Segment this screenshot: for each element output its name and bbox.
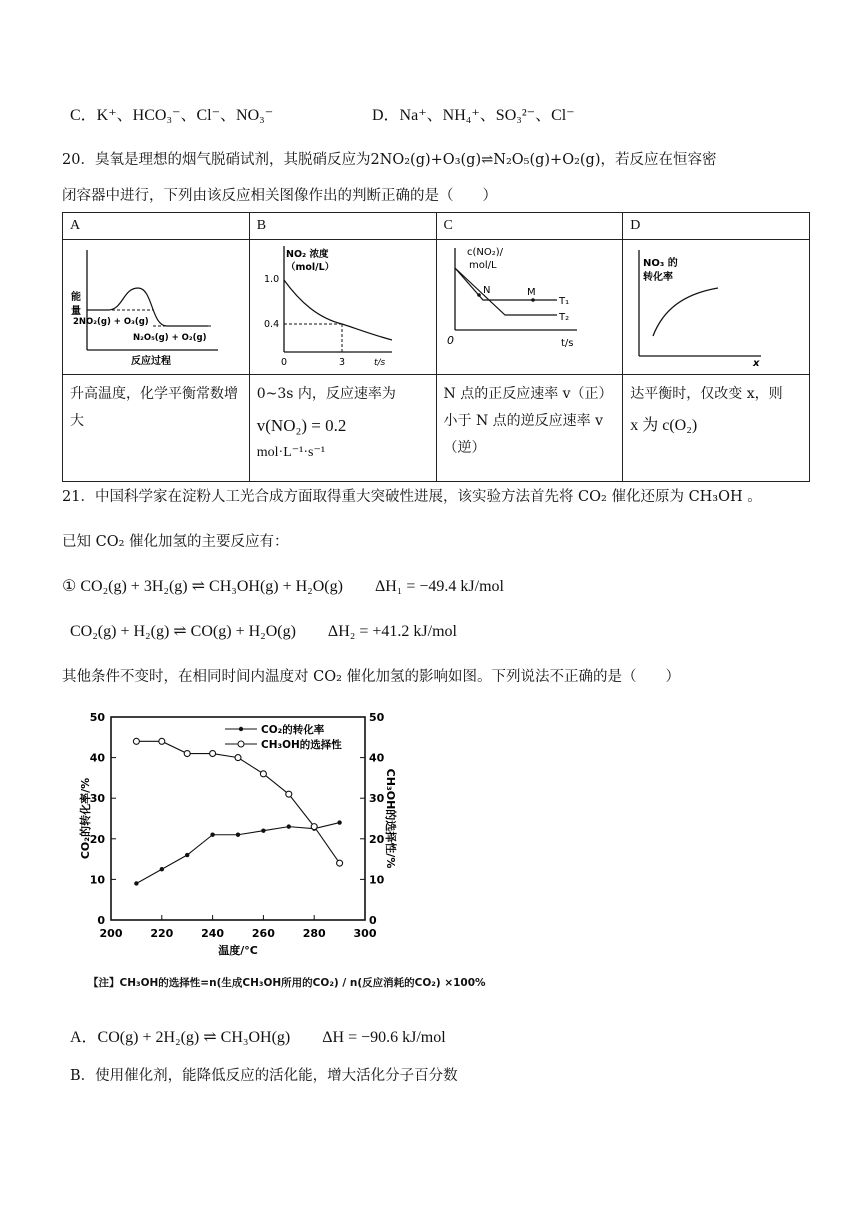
point-ch3oh-selectivity <box>337 860 343 866</box>
graph-d-xlabel: x <box>753 358 760 369</box>
y-tick-label-right: 0 <box>369 914 377 927</box>
graph-b-tick-1: 1.0 <box>263 274 279 285</box>
q20-option-d-line1: 达平衡时，仅改变 x，则 <box>630 386 783 402</box>
point-ch3oh-selectivity <box>210 751 216 757</box>
q21-stem-line3: 其他条件不变时，在相同时间内温度对 CO₂ 催化加氢的影响如图。下列说法不正确的是（ ） <box>62 669 681 685</box>
graph-c-curve-t2 <box>455 268 557 315</box>
q19-option-c: C．K⁺、HCO₃⁻、Cl⁻、NO₃⁻ <box>70 107 274 124</box>
graph-d-ylabel-2: 转化率 <box>643 272 674 283</box>
series-line-0 <box>136 823 339 884</box>
point-ch3oh-selectivity <box>311 824 317 830</box>
y-tick-label-left: 10 <box>89 873 105 887</box>
graph-c-point-m <box>531 298 535 302</box>
point-co2-conversion <box>261 828 265 832</box>
q20-options-table <box>62 212 810 482</box>
x-tick-label: 240 <box>201 927 225 940</box>
q20-option-c-text: N 点的正反应速率 v（正）小于 N 点的逆反应速率 v（逆） <box>436 375 623 482</box>
x-tick-label: 300 <box>353 927 377 940</box>
q20-stem-line1: 20．臭氧是理想的烟气脱硝试剂，其脱硝反应为2NO₂(g)+O₃(g)⇌N₂O₅(g)+O₂(g)，若反应在恒容密 <box>62 152 717 168</box>
q21-option-a: A．CO(g) + 2H₂(g) ⇌ CH₃OH(g) ΔH = −90.6 kJ/mol <box>70 1029 446 1046</box>
y-tick-label-right: 20 <box>369 832 385 846</box>
graph-c-point-n <box>477 293 481 297</box>
co2-hydrogenation-chart <box>75 702 395 972</box>
q19-option-d: D．Na⁺、NH₄⁺、SO₃²⁻、Cl⁻ <box>372 107 575 124</box>
point-co2-conversion <box>134 881 138 885</box>
x-tick-label: 220 <box>150 927 174 940</box>
y-tick-label-right: 30 <box>369 792 385 806</box>
point-ch3oh-selectivity <box>159 738 165 744</box>
graph-a-ylabel-2: 量 <box>71 306 81 317</box>
x-tick-label: 260 <box>251 927 275 940</box>
point-ch3oh-selectivity <box>286 791 292 797</box>
q20-option-a-text: 升高温度，化学平衡常数增大 <box>63 375 250 482</box>
y-tick-label-right: 40 <box>369 751 385 765</box>
graph-c-origin: 0 <box>446 334 454 347</box>
q20-option-b-line3: mol·L⁻¹·s⁻¹ <box>256 445 326 460</box>
y-tick-label-right: 10 <box>369 873 385 887</box>
q21-option-b: B．使用催化剂，能降低反应的活化能，增大活化分子百分数 <box>70 1068 458 1084</box>
graph-c-label-t2: T₂ <box>558 312 569 323</box>
x-tick-label: 200 <box>99 927 123 940</box>
q20-option-b-line2: v(NO₂) = 0.2 <box>256 416 347 435</box>
point-ch3oh-selectivity <box>260 771 266 777</box>
graph-b-tick-04: 0.4 <box>263 319 279 330</box>
q20-header-c: C <box>436 213 623 240</box>
graph-a-products: N₂O₅(g) + O₂(g) <box>133 333 207 343</box>
y-tick-label-left: 0 <box>97 914 105 927</box>
q20-header-a: A <box>63 213 250 240</box>
graph-c-label-m: M <box>526 287 536 298</box>
q20-option-b-text <box>249 375 436 482</box>
y-axis-label-left: CO₂的转化率/% <box>79 777 92 860</box>
graph-c-label-t1: T₁ <box>558 296 569 307</box>
q20-option-d-line2: x 为 c(O₂) <box>630 417 698 434</box>
graph-c-curve-t1 <box>455 268 557 300</box>
conversion-rate-graph <box>623 240 809 370</box>
graph-b-xunit: t/s <box>373 358 385 368</box>
legend-marker-hollow <box>238 741 244 747</box>
point-ch3oh-selectivity <box>184 751 190 757</box>
point-co2-conversion <box>287 824 291 828</box>
x-tick-label: 280 <box>302 927 326 940</box>
q21-stem-line2: 已知 CO₂ 催化加氢的主要反应有： <box>62 534 289 550</box>
y-tick-label-right: 50 <box>369 711 385 724</box>
q20-header-b: B <box>249 213 436 240</box>
chart-footnote: 【注】CH₃OH的选择性=n(生成CH₃OH所用的CO₂) / n(反应消耗的CO₂) ×100% <box>88 977 486 989</box>
point-co2-conversion <box>185 853 189 857</box>
point-co2-conversion <box>160 867 164 871</box>
q20-graph-b-cell <box>249 240 436 375</box>
q20-option-b-line1: 0~3s 内，反应速率为 <box>256 386 396 402</box>
graph-b-tick-3: 3 <box>338 357 345 368</box>
q21-stem-line1: 21．中国科学家在淀粉人工光合成方面取得重大突破性进展，该实验方法首先将 CO₂ 催化还原为 CH₃OH 。 <box>62 489 762 505</box>
graph-c-ylabel-2: mol/L <box>468 260 497 271</box>
no2-concentration-graph <box>250 240 434 370</box>
point-co2-conversion <box>236 833 240 837</box>
graph-c-ylabel-1: c(NO₂)/ <box>466 247 503 258</box>
point-ch3oh-selectivity <box>235 755 241 761</box>
y-tick-label-left: 20 <box>89 832 105 846</box>
temperature-comparison-graph <box>437 240 613 370</box>
point-co2-conversion <box>210 833 214 837</box>
graph-c-xunit: t/s <box>560 338 573 349</box>
y-axis-label-right: CH₃OH的选择性/% <box>384 768 397 869</box>
q20-option-d-text <box>623 375 810 482</box>
graph-b-ylabel-2: （mol/L） <box>285 262 334 273</box>
q20-graph-c-cell <box>436 240 623 375</box>
y-tick-label-left: 30 <box>89 792 105 806</box>
graph-d-curve <box>653 288 718 336</box>
energy-profile-graph <box>63 240 247 370</box>
point-ch3oh-selectivity <box>133 738 139 744</box>
q20-graph-d-cell <box>623 240 810 375</box>
q20-stem-line2: 闭容器中进行，下列由该反应相关图像作出的判断正确的是（ ） <box>62 188 497 204</box>
q21-reaction-1: ① CO₂(g) + 3H₂(g) ⇌ CH₃OH(g) + H₂O(g) ΔH₁ = −49.4 kJ/mol <box>62 578 504 595</box>
q20-graph-a-cell <box>63 240 250 375</box>
graph-a-reactants: 2NO₂(g) + O₃(g) <box>73 317 149 327</box>
q20-header-d: D <box>623 213 810 240</box>
point-co2-conversion <box>337 820 341 824</box>
graph-d-ylabel-1: NO₃ 的 <box>643 258 678 269</box>
y-tick-label-left: 50 <box>89 711 105 724</box>
graph-a-ylabel-1: 能 <box>71 292 81 303</box>
x-axis-label: 温度/°C <box>218 944 258 957</box>
y-tick-label-left: 40 <box>89 751 105 765</box>
legend-label-1: CH₃OH的选择性 <box>261 739 342 751</box>
legend-marker-filled <box>239 727 243 731</box>
graph-b-ylabel-1: NO₂ 浓度 <box>285 249 329 260</box>
graph-b-decay-curve <box>284 280 392 340</box>
legend-label-0: CO₂的转化率 <box>261 724 325 736</box>
graph-b-tick-0: 0 <box>280 357 287 368</box>
graph-a-xlabel: 反应过程 <box>131 356 171 367</box>
q21-reaction-2: CO₂(g) + H₂(g) ⇌ CO(g) + H₂O(g) ΔH₂ = +41.2 kJ/mol <box>70 623 457 640</box>
graph-c-label-n: N <box>482 285 490 296</box>
